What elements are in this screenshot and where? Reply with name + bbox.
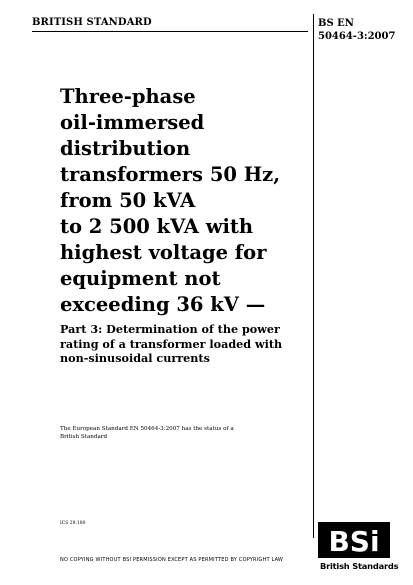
ics-code: ICS 29.180	[60, 521, 86, 526]
title-line: Three-phase	[60, 85, 196, 108]
bsi-logo-caption: British Standards	[320, 561, 399, 571]
part-line: Part 3: Determination of the power	[60, 322, 280, 336]
bsi-logo-mark-text: BSi	[328, 525, 380, 558]
copyright-notice: NO COPYING WITHOUT BSI PERMISSION EXCEPT AS PERMITTED BY COPYRIGHT LAW	[60, 557, 284, 563]
title-line: equipment not	[60, 267, 221, 290]
part-line: rating of a transformer loaded with	[60, 336, 283, 351]
status-note	[60, 425, 290, 441]
title-line: highest voltage for	[60, 241, 267, 264]
title-line: from 50 kVA	[60, 189, 196, 212]
standard-prefix: BS EN	[318, 18, 354, 29]
bsi-logo-mark	[318, 522, 390, 558]
status-line: The European Standard EN 50464-3:2007 has the status of a	[60, 426, 234, 432]
status-line: British Standard	[60, 434, 108, 440]
title-line: distribution	[60, 137, 191, 160]
standard-designation	[318, 17, 395, 43]
standard-number: 50464-3:2007	[318, 31, 396, 42]
vertical-rule	[313, 14, 314, 538]
title-line: to 2 500 kVA with	[60, 215, 254, 238]
document-title	[60, 84, 310, 318]
title-line: exceeding 36 kV —	[60, 293, 266, 316]
part-line: non-sinusoidal currents	[60, 351, 210, 365]
header-rule	[32, 31, 308, 32]
title-line: transformers 50 Hz,	[60, 163, 281, 186]
part-subtitle	[60, 322, 310, 366]
title-line: oil-immersed	[60, 111, 205, 134]
bsi-logo	[318, 522, 399, 574]
publisher-label: BRITISH STANDARD	[32, 17, 152, 28]
